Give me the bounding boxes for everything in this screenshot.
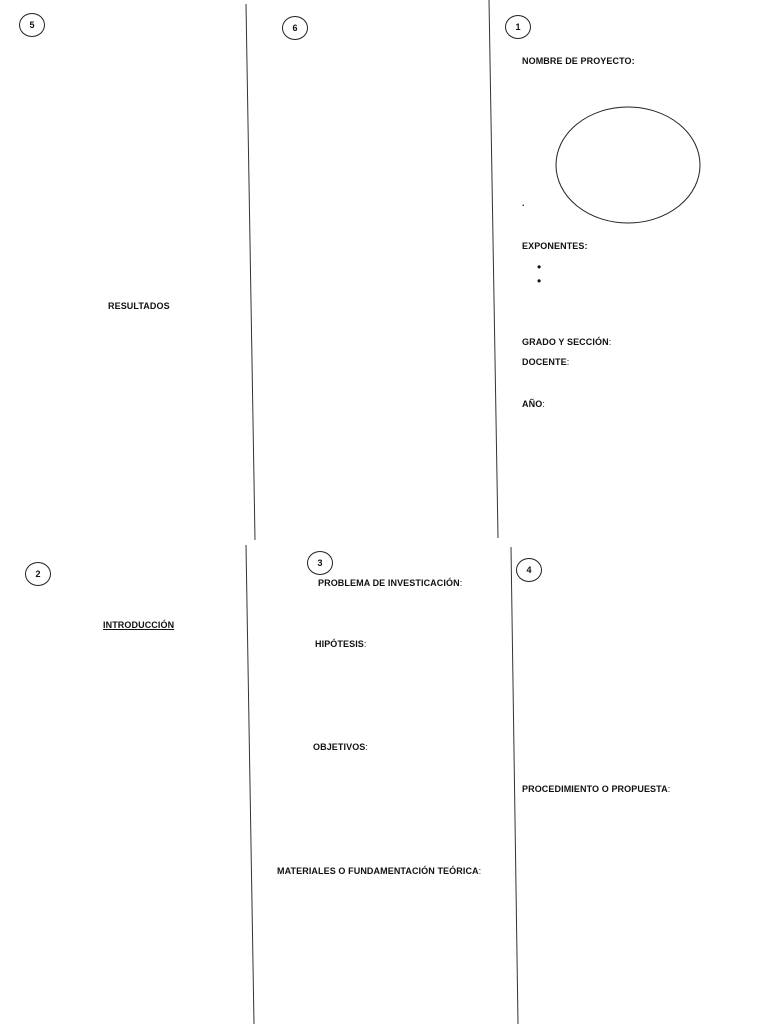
- project-name-label: NOMBRE DE PROYECTO:: [522, 56, 635, 66]
- objectives-label: OBJETIVOS:: [313, 742, 369, 752]
- panel-number-4: 4: [516, 558, 542, 582]
- procedure-label: PROCEDIMIENTO O PROPUESTA:: [522, 784, 671, 794]
- panel-number-6: 6: [282, 16, 308, 40]
- divider-top-left: [246, 4, 255, 540]
- materials-label: MATERIALES O FUNDAMENTACIÓN TEÓRICA:: [277, 866, 482, 876]
- panel-number-5: 5: [19, 13, 45, 37]
- year-label: AÑO:: [522, 399, 545, 409]
- dot-mark: .: [522, 198, 525, 208]
- exponents-label: EXPONENTES:: [522, 241, 588, 251]
- research-problem-label: PROBLEMA DE INVESTICACIÓN:: [318, 578, 463, 588]
- divider-bottom-left: [246, 545, 254, 1024]
- grade-section-label: GRADO Y SECCIÓN:: [522, 337, 612, 347]
- logo-placeholder-ellipse: [556, 107, 700, 223]
- results-heading: RESULTADOS: [108, 301, 170, 311]
- panel-number-2: 2: [25, 562, 51, 586]
- exponent-bullet-1: •: [537, 260, 542, 274]
- panel-number-1: 1: [505, 15, 531, 39]
- exponent-bullet-2: •: [537, 274, 542, 288]
- hypothesis-label: HIPÓTESIS:: [315, 639, 367, 649]
- panel-number-3: 3: [307, 551, 333, 575]
- introduction-heading: INTRODUCCIÓN: [103, 620, 175, 630]
- divider-top-right: [489, 0, 498, 538]
- teacher-label: DOCENTE:: [522, 357, 570, 367]
- divider-bottom-right: [511, 547, 518, 1024]
